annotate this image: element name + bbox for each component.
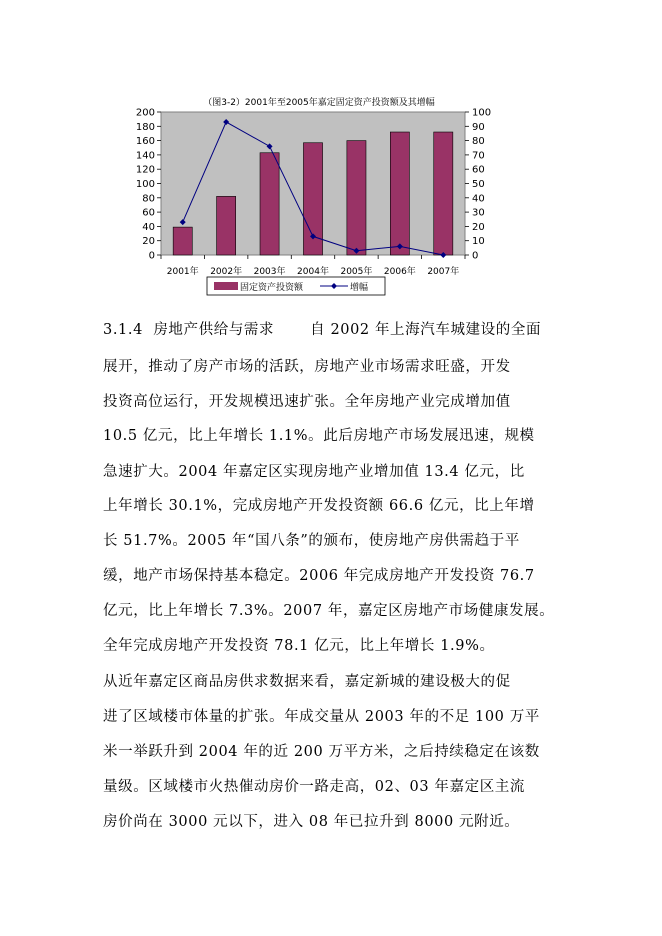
bar	[390, 132, 409, 255]
y-left-tick-label: 160	[135, 136, 155, 148]
x-tick-label: 2006年	[383, 267, 416, 277]
y-left-tick-label: 0	[148, 250, 155, 262]
paragraph-line: 量级。区域楼市火热催动房价一路走高，02、03 年嘉定区主流	[103, 779, 526, 795]
paragraph-line: 急速扩大。2004 年嘉定区实现房地产业增加值 13.4 亿元，比	[103, 464, 525, 480]
paragraph-line: 10.5 亿元，比上年增长 1.1%。此后房地产市场发展迅速，规模	[103, 428, 535, 444]
y-axis-left	[136, 108, 161, 262]
section-number: 3.1.4	[103, 322, 143, 338]
legend-label-line: 增幅	[350, 283, 369, 293]
chart-svg	[0, 0, 662, 310]
y-left-tick-label: 40	[142, 221, 155, 233]
x-tick-label: 2007年	[427, 267, 460, 277]
bar	[260, 153, 279, 255]
paragraph-line: 从近年嘉定区商品房供求数据来看，嘉定新城的建设极大的促	[103, 674, 511, 690]
y-left-tick-label: 60	[142, 207, 155, 219]
paragraph-line: 全年完成房地产开发投资 78.1 亿元，比上年增长 1.9%。	[103, 638, 495, 654]
y-right-tick-label: 0	[472, 250, 479, 262]
x-tick-label: 2003年	[253, 267, 286, 277]
bar	[434, 132, 453, 255]
y-right-tick-label: 20	[472, 221, 485, 233]
paragraph-line: 米一举跃升到 2004 年的近 200 万平方米，之后持续稳定在该数	[103, 744, 540, 760]
y-left-tick-label: 140	[135, 150, 155, 162]
y-left-tick-label: 120	[135, 164, 155, 176]
paragraph-line: 展开，推动了房产市场的活跃，房地产业市场需求旺盛，开发	[103, 359, 511, 375]
y-right-tick-label: 40	[472, 193, 485, 205]
y-right-tick-label: 100	[472, 107, 492, 119]
y-left-tick-label: 100	[135, 179, 155, 190]
y-right-tick-label: 80	[472, 136, 485, 148]
y-right-tick-label: 60	[472, 164, 485, 176]
paragraph-line: 投资高位运行，开发规模迅速扩张。全年房地产业完成增加值	[103, 394, 511, 410]
x-tick-label: 2002年	[210, 267, 243, 277]
y-right-tick-label: 30	[472, 207, 485, 219]
x-tick-label: 2004年	[297, 267, 329, 277]
x-axis	[161, 255, 465, 277]
y-right-tick-label: 10	[472, 236, 485, 248]
section-title: 房地产供给与需求	[153, 322, 275, 338]
y-left-tick-label: 200	[135, 107, 155, 119]
paragraph-line: 亿元，比上年增长 7.3%。2007 年，嘉定区房地产市场健康发展。	[103, 603, 555, 619]
y-right-tick-label: 90	[472, 121, 485, 133]
paragraph-line: 上年增长 30.1%，完成房地产开发投资额 66.6 亿元，比上年增	[103, 498, 535, 514]
y-left-tick-label: 80	[142, 193, 155, 205]
paragraph-line: 缓，地产市场保持基本稳定。2006 年完成房地产开发投资 76.7	[103, 568, 535, 584]
y-axis-right	[465, 108, 491, 262]
x-tick-label: 2005年	[340, 267, 373, 277]
paragraph-line: 长 51.7%。2005 年“国八条”的颁布，使房地产房供需趋于平	[103, 533, 520, 549]
y-right-tick-label: 70	[472, 150, 485, 162]
chart-title: （图3-2）2001年至2005年嘉定固定资产投资额及其增幅	[203, 98, 435, 108]
y-left-tick-label: 180	[135, 121, 155, 133]
y-left-tick-label: 20	[142, 236, 155, 248]
legend	[207, 277, 385, 295]
chart-figure	[0, 0, 662, 310]
paragraph-line: 自 2002 年上海汽车城建设的全面	[310, 322, 542, 338]
legend-label-bar: 固定资产投资额	[240, 283, 304, 293]
y-right-tick-label: 50	[472, 179, 485, 190]
paragraph-line: 房价尚在 3000 元以下，进入 08 年已拉升到 8000 元附近。	[103, 814, 520, 830]
bar	[217, 196, 236, 255]
paragraph-line: 进了区域楼市体量的扩张。年成交量从 2003 年的不足 100 万平	[103, 709, 540, 725]
bar	[347, 141, 366, 255]
bar	[173, 227, 192, 255]
legend-bar-swatch	[214, 282, 238, 290]
x-tick-label: 2001年	[166, 267, 199, 277]
section-heading-line	[103, 318, 541, 339]
